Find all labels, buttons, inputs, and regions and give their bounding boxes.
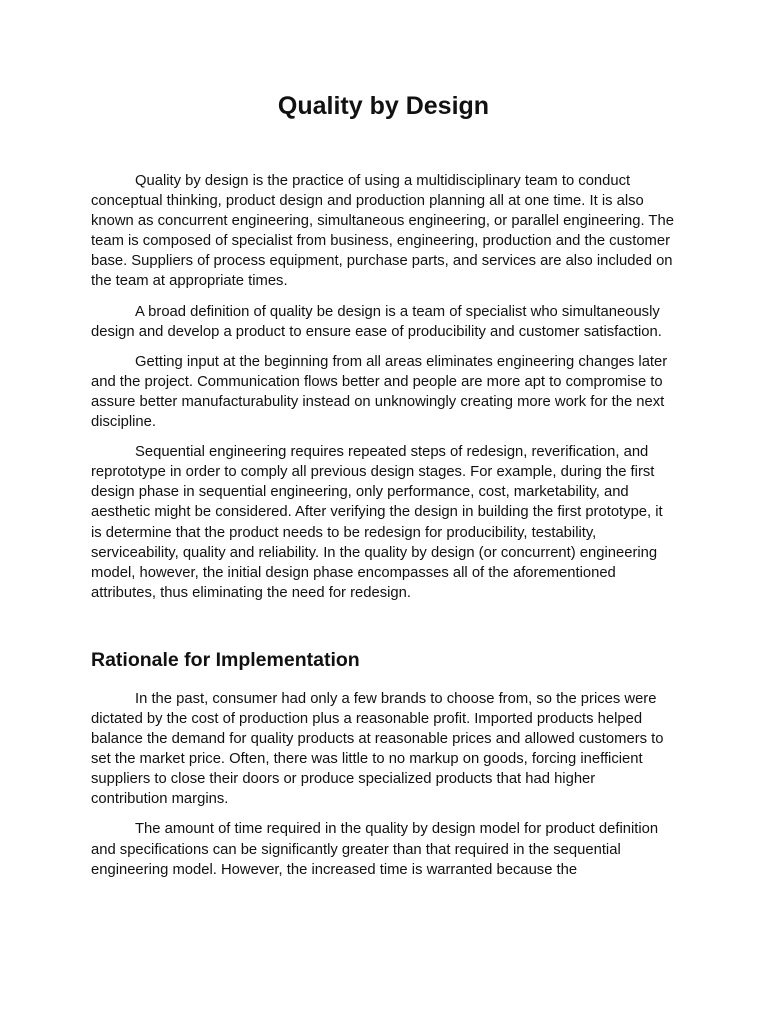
paragraph: Quality by design is the practice of using a multidisciplinary team to conduct conceptual thinking, product design and production planning all at one time. It is also known as concurrent engineering, simultaneous engineering, or parallel engineering. The team is composed of specialist from business, engineering, production and the customer base. Suppliers of process equipment, purchase parts, and services are also included on the team at appropriate times. xyxy=(91,173,674,290)
paragraph: Getting input at the beginning from all areas eliminates engineering changes later and the project. Communication flows better and people are more apt to compromise to assure better manufacturabulity instead on unknowingly creating more work for the next discipline. xyxy=(91,353,668,431)
rationale-section xyxy=(91,648,674,880)
paragraph: In the past, consumer had only a few brands to choose from, so the prices were dictated by the cost of production plus a reasonable profit. Imported products helped balance the demand for quality products at reasonable prices and allowed customers to set the market price. Often, there was little to no markup on goods, forcing inefficient suppliers to close their doors or produce specialized products that had higher contribution margins. xyxy=(91,690,664,808)
document-title: Quality by Design xyxy=(277,92,490,120)
intro-section xyxy=(91,171,674,603)
paragraph: The amount of time required in the quality by design model for product definition and specifications can be significantly greater than that required in the sequential engineering model. However, the increased time is warranted because the xyxy=(91,821,659,878)
paragraph: A broad definition of quality be design is a team of specialist who simultaneously design and develop a product to ensure ease of producibility and customer satisfaction. xyxy=(91,303,662,340)
section-heading: Rationale for Implementation xyxy=(91,648,360,671)
paragraph: Sequential engineering requires repeated steps of redesign, reverification, and reprototype in order to comply all previous design stages. For example, during the first design phase in sequential engineering, only performance, cost, marketability, and aesthetic might be considered. After verifying the design in building the first prototype, it is determine that the product needs to be redesign for producibility, testability, serviceability, quality and reliability. In the quality by design (or concurrent) engineering model, however, the initial design phase encompasses all of the aforementioned attributes, thus eliminating the need for redesign. xyxy=(91,444,663,601)
